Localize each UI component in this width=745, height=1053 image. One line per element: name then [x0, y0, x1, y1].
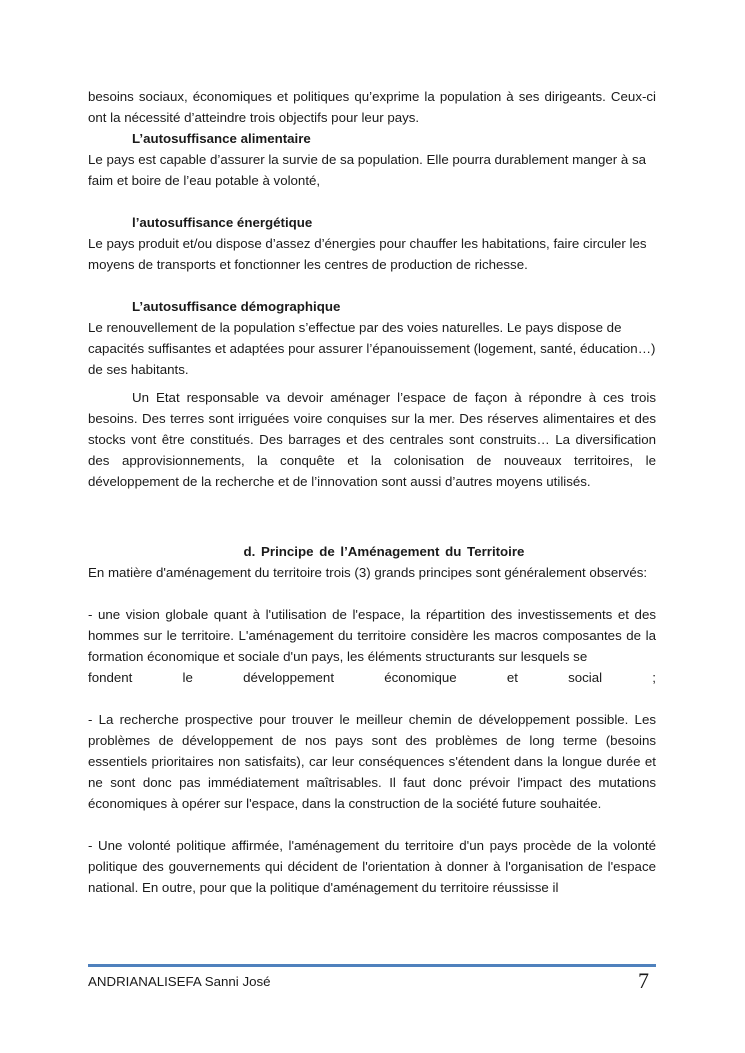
principle-2: - La recherche prospective pour trouver le meilleur chemin de développement possible. Les problèmes de développement de nos pays sont des problèmes de long terme (besoins essentiels prioritaires non satisfaits), car leur conséquences s'étendent dans la longue durée et ne sont donc pas immédiatement maîtrisables. Il faut donc prévoir l'impact des mutations économiques à opérer sur l'espace, dans la construction de la société future souhaitée.	[88, 712, 656, 811]
footer-author: ANDRIANALISEFA Sanni José	[88, 974, 271, 989]
heading-demographic-self-sufficiency: L’autosuffisance démographique	[132, 299, 341, 314]
page-number: 7	[638, 968, 649, 993]
heading-energy-self-sufficiency: l’autosuffisance énergétique	[132, 215, 313, 230]
food-self-sufficiency-text: Le pays est capable d’assurer la survie de sa population. Elle pourra durablement manger à sa faim et boire de l’eau potable à volonté,	[88, 152, 647, 188]
principle-1-last-line: fondent le développement économique et social ;	[88, 670, 656, 685]
section-d-title: d. Principe de l’Aménagement du Territoire	[243, 544, 525, 559]
footer-rule	[88, 964, 656, 967]
principles-intro: En matière d'aménagement du territoire trois (3) grands principes sont généralement observés:	[88, 565, 648, 580]
state-paragraph: Un Etat responsable va devoir aménager l’espace de façon à répondre à ces trois besoins. Des terres sont irriguées voire conquises sur la mer. Des réserves alimentaires et des stocks vont être constitués. Des barrages et des centrales sont construits… La diversification des approvisionnements, la conquête et la colonisation de nouveaux territoires, le développement de la recherche et de l’innovation sont aussi d’autres moyens utilisés.	[88, 390, 656, 489]
page-body	[88, 86, 656, 898]
intro-paragraph: besoins sociaux, économiques et politiques qu’exprime la population à ses dirigeants. Ceux-ci ont la nécessité d’atteindre trois objectifs pour leur pays.	[88, 89, 656, 125]
energy-self-sufficiency-text: Le pays produit et/ou dispose d’assez d’énergies pour chauffer les habitations, faire circuler les moyens de transports et fonctionner les centres de production de richesse.	[88, 236, 647, 272]
heading-food-self-sufficiency: L’autosuffisance alimentaire	[132, 131, 311, 146]
principle-3: - Une volonté politique affirmée, l'aménagement du territoire d'un pays procède de la volonté politique des gouvernements qui décident de l'orientation à donner à l'organisation de l'espace national. En outre, pour que la politique d'aménagement du territoire réussisse il	[88, 838, 656, 895]
principle-1: - une vision globale quant à l'utilisation de l'espace, la répartition des investissements et des hommes sur le territoire. L'aménagement du territoire considère les macros composantes de la formation économique et sociale d'un pays, les éléments structurants sur lesquels se	[88, 607, 656, 664]
demographic-self-sufficiency-text: Le renouvellement de la population s’effectue par des voies naturelles. Le pays dispose de capacités suffisantes et adaptées pour assurer l’épanouissement (logement, santé, éducation…) de ses habitants.	[88, 320, 656, 377]
